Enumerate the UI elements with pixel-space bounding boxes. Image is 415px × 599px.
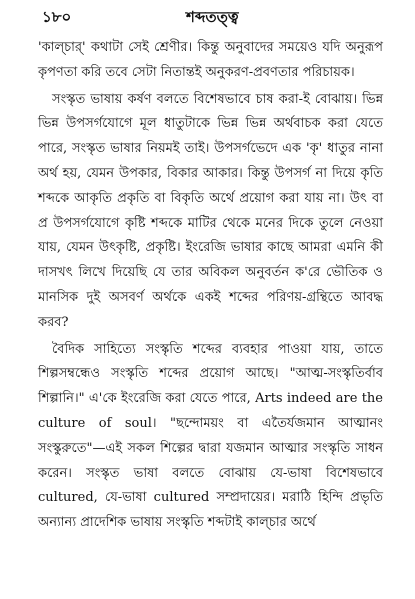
paragraph-3: বৈদিক সাহিত্যে সংস্কৃতি শব্দের ব্যবহার পাওয়া যায়, তাতে শিল্পসম্বন্ধেও সংস্কৃতি শব্দের প্রয়োগ আছে। "আত্ম-সংস্কৃতির্বাব শিল্পানি।" এ'কে ইংরেজি করা যেতে পারে, Arts indeed are the culture of soul। "ছন্দোময়ং বা এতৈর্যজমান আত্মানং সংস্কুরুতে"—এই সকল শিল্পের দ্বারা যজমান আত্মার সংস্কৃতি সাধন করেন। সংস্কৃত ভাষা বলতে বোঝায় যে-ভাষা বিশেষভাবে cultured, যে-ভাষা cultured সম্প্রদায়ের। মরাঠি হিন্দি প্রভৃতি অন্যান্য প্রাদেশিক ভাষায় সংস্কৃতি শব্দটাই কাল্চার অর্থে bbox=[38, 341, 383, 531]
page-body bbox=[38, 36, 383, 536]
running-title: শব্দতত্ত্ব bbox=[186, 8, 239, 26]
page-number: ১৮০ bbox=[42, 8, 72, 26]
paragraph-1: 'কাল্চার্' কথাটা সেই শ্রেণীর। কিন্তু অনুবাদের সময়েও যদি অনুরূপ কৃপণতা করি তবে সেটা নিতান্তই অনুকরণ-প্রবণতার পরিচায়ক। bbox=[38, 40, 383, 80]
paragraph-2: সংস্কৃত ভাষায় কর্ষণ বলতে বিশেষভাবে চাষ করা-ই বোঝায়। ভিন্ন ভিন্ন উপসর্গযোগে মূল ধাতুটাকে ভিন্ন ভিন্ন অর্থবাচক করা যেতে পারে, সংস্কৃত ভাষার নিয়মই তাই। উপসর্গভেদে এক 'কৃ' ধাতুর নানা অর্থ হয়, যেমন উপকার, বিকার আকার। কিন্তু উপসর্গ না দিয়ে কৃতি শব্দকে আকৃতি প্রকৃতি বা বিকৃতি অর্থে প্রয়োগ করা যায় না। উৎ বা প্র উপসর্গযোগে কৃষ্টি শব্দকে মাটির থেকে মনের দিকে তুলে নেওয়া যায়, যেমন উৎকৃষ্টি, প্রকৃষ্টি। ইংরেজি ভাষার কাছে আমরা এমনি কী দাসখৎ লিখে দিয়েছি যে তার অবিকল অনুবর্তন ক'রে ভৌতিক ও মানসিক দুই অসবর্ণ অর্থকে একই শব্দের পরিণয়-গ্রন্থিতে আবদ্ধ করব? bbox=[38, 91, 383, 330]
